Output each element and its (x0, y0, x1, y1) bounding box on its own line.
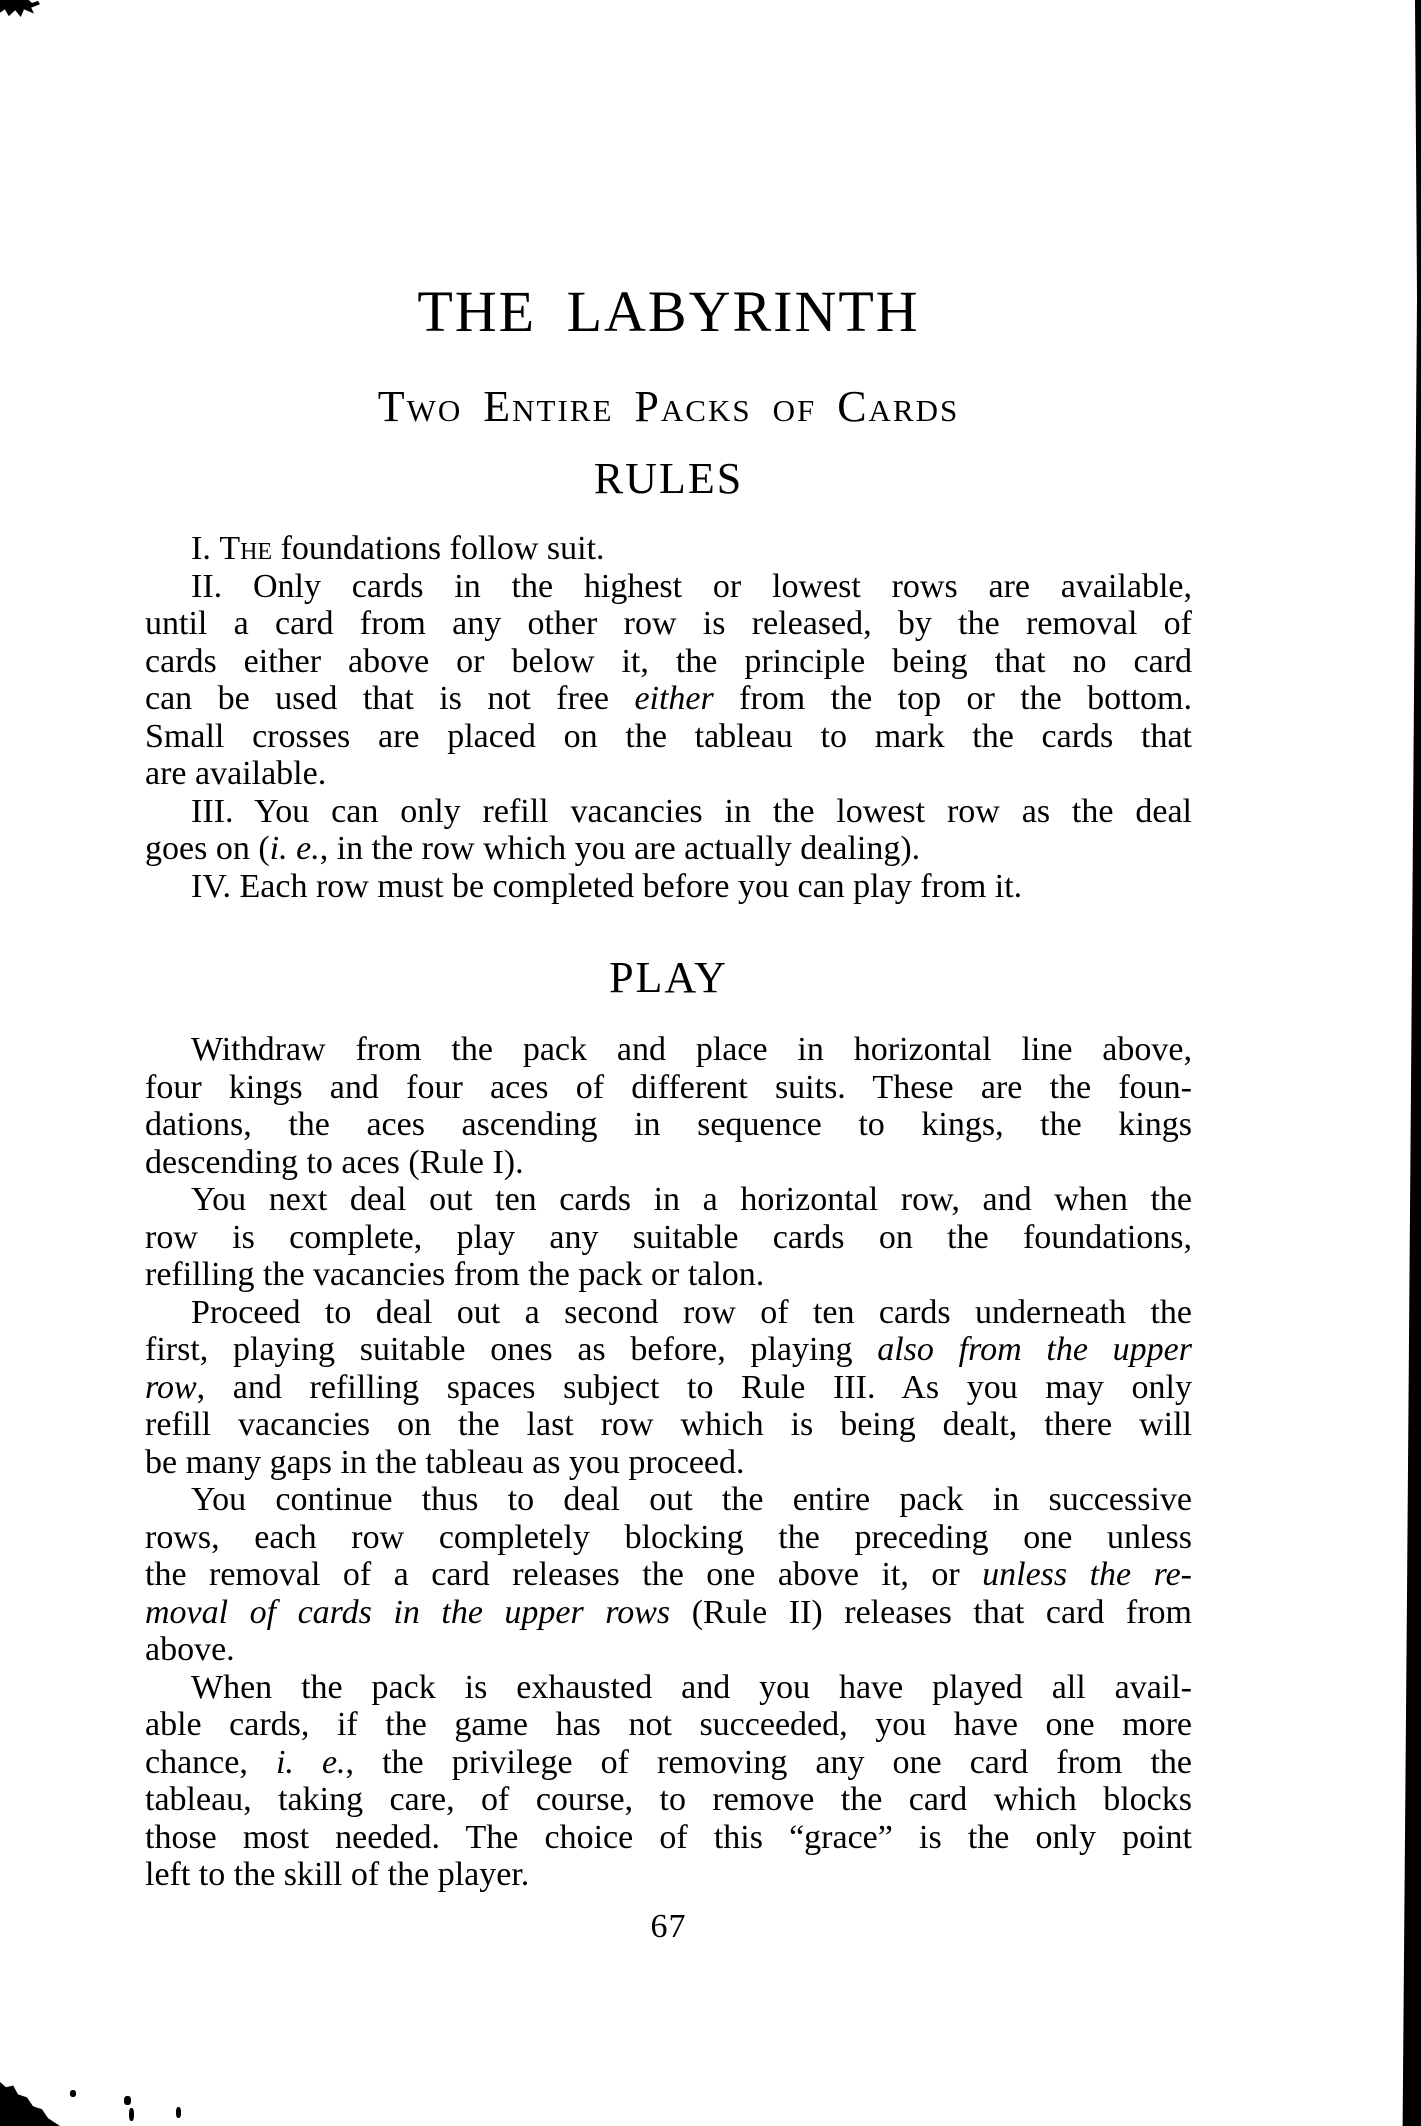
text-line: row is complete, play any suitable cards on the foundations, (145, 1218, 1192, 1256)
text-line: first, playing suitable ones as before, playing also from the upper (145, 1331, 1192, 1368)
text-line: be many gaps in the tableau as you proceed. (145, 1443, 745, 1481)
text-line: until a card from any other row is released, by the removal of (145, 605, 1192, 642)
italic-phrase: moval of cards in the upper rows (145, 1593, 671, 1631)
text-line: You next deal out ten cards in a horizontal row, and when the (191, 1181, 1192, 1218)
text-line: goes on (i. e., in the row which you are actually dealing). (145, 830, 921, 867)
text-line: refilling the vacancies from the pack or talon. (145, 1256, 765, 1293)
text-line: IV. Each row must be completed before you can play from it. (191, 867, 1023, 905)
scan-speck (70, 2090, 76, 2097)
text-line: You continue thus to deal out the entire pack in successive (191, 1481, 1192, 1518)
page-title: THE LABYRINTH (417, 279, 920, 344)
text-line: the removal of a card releases the one above it, or unless the re- (145, 1556, 1192, 1593)
scan-smudge-top-left (0, 0, 40, 17)
text-line: dations, the aces ascending in sequence to kings, the kings (145, 1106, 1192, 1143)
italic-word: row (145, 1368, 197, 1406)
text-line: III. You can only refill vacancies in the lowest row as the deal (191, 792, 1192, 830)
scan-edge-strip (1401, 0, 1421, 2126)
text-line: moval of cards in the upper rows (Rule II) releases that card from (145, 1593, 1192, 1631)
text-line: those most needed. The choice of this “grace” is the only point (145, 1818, 1192, 1856)
scan-speck (129, 2108, 134, 2121)
play-section-heading: PLAY (609, 953, 728, 1002)
italic-phrase: i. e. (275, 1743, 346, 1781)
italic-phrase: i. e. (269, 830, 320, 867)
text-line: Withdraw from the pack and place in horizontal line above, (191, 1031, 1192, 1068)
italic-phrase: unless the re- (982, 1556, 1192, 1593)
text-line: tableau, taking care, of course, to remove the card which blocks (145, 1781, 1192, 1818)
rules-section-heading: RULES (593, 454, 744, 503)
text-line: refill vacancies on the last row which is being dealt, there will (145, 1406, 1192, 1443)
text-column (145, 0, 1192, 1946)
text-line: chance, i. e., the privilege of removing any one card from the (145, 1743, 1192, 1781)
scan-smudge-bottom-left (0, 2082, 60, 2126)
text-line: can be used that is not free either from the top or the bottom. (145, 680, 1193, 717)
text-line: descending to aces (Rule I). (145, 1143, 524, 1181)
rules-section (145, 530, 1192, 905)
smallcaps-word: The (219, 530, 273, 567)
italic-phrase: also from the upper (877, 1331, 1192, 1368)
text-line: are available. (145, 755, 327, 792)
text-line: When the pack is exhausted and you have played all avail- (191, 1668, 1192, 1706)
text-line: four kings and four aces of different suits. These are the foun- (145, 1068, 1192, 1106)
text-line: Small crosses are placed on the tableau to mark the cards that (145, 717, 1192, 755)
text-line: cards either above or below it, the principle being that no card (145, 642, 1192, 680)
text-line: I. The foundations follow suit. (191, 530, 605, 567)
text-line: above. (145, 1631, 235, 1668)
text-line: rows, each row completely blocking the preceding one unless (145, 1518, 1192, 1556)
play-section (145, 1031, 1192, 1894)
text-line: Proceed to deal out a second row of ten cards underneath the (191, 1293, 1192, 1331)
page-number: 67 (650, 1907, 687, 1945)
text-line: left to the skill of the player. (145, 1856, 530, 1893)
scan-speck (176, 2107, 181, 2118)
text-line: row, and refilling spaces subject to Rule III. As you may only (145, 1368, 1192, 1406)
text-line: II. Only cards in the highest or lowest rows are available, (191, 567, 1192, 605)
scan-speck (124, 2096, 131, 2105)
italic-word: either (634, 680, 714, 717)
page-subtitle: Two Entire Packs of Cards (377, 382, 960, 431)
text-line: able cards, if the game has not succeeded, you have one more (145, 1706, 1192, 1743)
